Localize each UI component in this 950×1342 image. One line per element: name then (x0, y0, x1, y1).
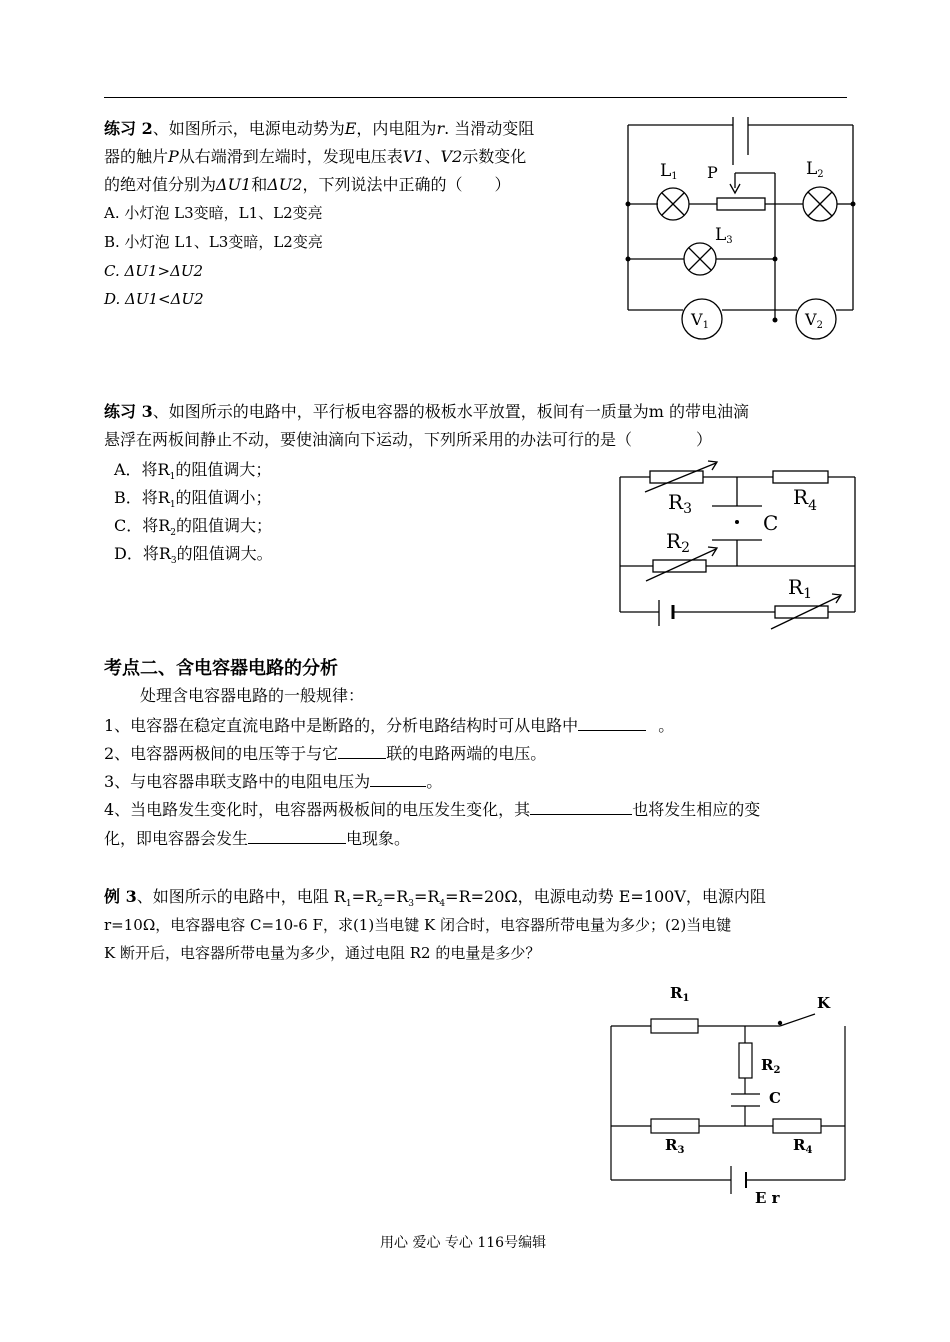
label-l2: L2 (806, 159, 824, 180)
ex2-option-c: C. ΔU1>ΔU2 (104, 262, 204, 280)
label-l3: L3 (715, 225, 733, 246)
sub: 2 (170, 528, 177, 539)
text: . 当滑动变阻 (444, 119, 535, 138)
text: 的阻值调大； (175, 460, 272, 479)
ex3-line-2: 悬浮在两板间静止不动，要使油滴向下运动，下列所采用的办法可行的是（ ） (104, 430, 713, 449)
section-intro: 处理含电容器电路的一般规律： (140, 686, 365, 705)
label-v1: V1 (691, 310, 709, 331)
page-footer: 用心 爱心 专心 116号编辑 (380, 1235, 547, 1251)
label-r1: $R_1$ (670, 984, 690, 1004)
ex2-option-b: B. 小灯泡 L1、L3变暗，L2变亮 (104, 233, 323, 251)
label-r2: $R_2$ (761, 1056, 781, 1076)
text: D．将R (114, 544, 171, 563)
text: 和 (251, 175, 268, 194)
text: 、如图所示的电路中，平行板电容器的极板水平放置，板间有一质量为m 的带电油滴 (152, 402, 749, 421)
text: =R (351, 887, 378, 906)
text: 示数变化 (462, 147, 527, 166)
section-title: 考点二、含电容器电路的分析 (104, 658, 338, 679)
example3-label: 例 3 (104, 887, 137, 906)
text: =R (413, 887, 440, 906)
sub: 2 (377, 899, 383, 910)
label-c: C (769, 1089, 781, 1107)
rule-3 (104, 768, 442, 796)
ex3-line-1 (104, 398, 749, 426)
text: 也将发生相应的变 (632, 800, 761, 819)
text: ，内电阻为 (356, 119, 437, 138)
label-emf-r: E r (755, 1189, 780, 1207)
ex2-option-d: D. ΔU1<ΔU2 (104, 290, 204, 308)
example3-line-2: r=10Ω，电容器电容 C=10-6 F，求(1)当电键 K 闭合时，电容器所带电量为多少；(2)当电键 (104, 916, 732, 934)
text: 1、电容器在稳定直流电路中是断路的，分析电路结构时可从电路中 (104, 716, 579, 735)
fill-blank (338, 742, 386, 759)
p-symbol: P (168, 147, 179, 166)
label-k: K (817, 994, 831, 1012)
label-r4: $R_4$ (793, 485, 817, 514)
text: 的阻值调大。 (176, 544, 273, 563)
text: 、 (424, 147, 441, 166)
text: 的阻值调大； (176, 516, 273, 535)
v2-symbol: V2 (440, 147, 463, 166)
text: 联的电路两端的电压。 (386, 744, 547, 763)
sub: 3 (408, 899, 414, 910)
sub: 1 (169, 472, 176, 483)
ex3-option-d (114, 540, 273, 575)
ex2-line-3 (104, 171, 510, 199)
text: 、如图所示的电路中，电阻 R (136, 887, 346, 906)
text: 电现象。 (346, 829, 411, 848)
text: 、如图所示，电源电动势为 (152, 119, 345, 138)
label-v2: V2 (805, 310, 823, 331)
rule-1 (104, 712, 674, 740)
text: 的绝对值分别为 (104, 175, 217, 194)
emf-symbol: E (344, 119, 357, 138)
rule-4-continued (104, 825, 410, 853)
ex2-circuit-diagram (620, 110, 865, 345)
text: 器的触片 (104, 147, 169, 166)
ex2-label: 练习 2 (104, 119, 153, 138)
sub: 4 (439, 899, 446, 910)
text: 4、当电路发生变化时，电容器两极板间的电压发生变化，其 (104, 800, 531, 819)
header-rule (104, 97, 847, 98)
label-r4: $R_4$ (793, 1136, 813, 1156)
text: =R (382, 887, 409, 906)
du1-symbol: ΔU1 (216, 175, 252, 194)
label-r3: $R_3$ (668, 490, 692, 517)
label-r3: $R_3$ (665, 1136, 685, 1156)
label-r2: $R_2$ (666, 529, 690, 556)
rule-2 (104, 740, 546, 768)
example3-circuit-diagram (600, 980, 860, 1210)
text: ，下列说法中正确的（ ） (302, 175, 511, 194)
ex3-label: 练习 3 (104, 402, 153, 421)
sub: 1 (345, 899, 352, 910)
sub: 3 (170, 556, 177, 567)
text: 。 (426, 772, 443, 791)
fill-blank (530, 798, 632, 815)
text: C．将R (114, 516, 171, 535)
text: 2、电容器两极间的电压等于与它 (104, 744, 339, 763)
label-c: C (763, 511, 779, 535)
label-r1: $R_1$ (788, 575, 812, 602)
fill-blank (370, 770, 426, 787)
label-p: P (707, 163, 718, 182)
text: B．将R (114, 488, 170, 507)
v1-symbol: V1 (402, 147, 425, 166)
du2-symbol: ΔU2 (267, 175, 303, 194)
text: 的阻值调小； (175, 488, 272, 507)
fill-blank (578, 714, 646, 731)
fill-blank (248, 827, 346, 844)
ex2-line-2 (104, 143, 526, 171)
text: A．将R (114, 460, 170, 479)
sub: 1 (169, 500, 176, 511)
rule-4 (104, 796, 760, 824)
text: 3、与电容器串联支路中的电阻电压为 (104, 772, 371, 791)
text: 化，即电容器会发生 (104, 829, 249, 848)
r-symbol: r (436, 119, 445, 138)
ex2-line-1 (104, 115, 534, 143)
ex3-circuit-diagram (615, 455, 865, 635)
text: =R=20Ω，电源电动势 E=100V，电源内阻 (445, 887, 766, 906)
label-l1: L1 (660, 161, 678, 182)
ex2-option-a: A. 小灯泡 L3变暗，L1、L2变亮 (104, 204, 323, 222)
example3-line-3: K 断开后，电容器所带电量为多少，通过电阻 R2 的电量是多少？ (104, 944, 541, 962)
text: 。 (658, 716, 675, 735)
text: 从右端滑到左端时，发现电压表 (178, 147, 403, 166)
